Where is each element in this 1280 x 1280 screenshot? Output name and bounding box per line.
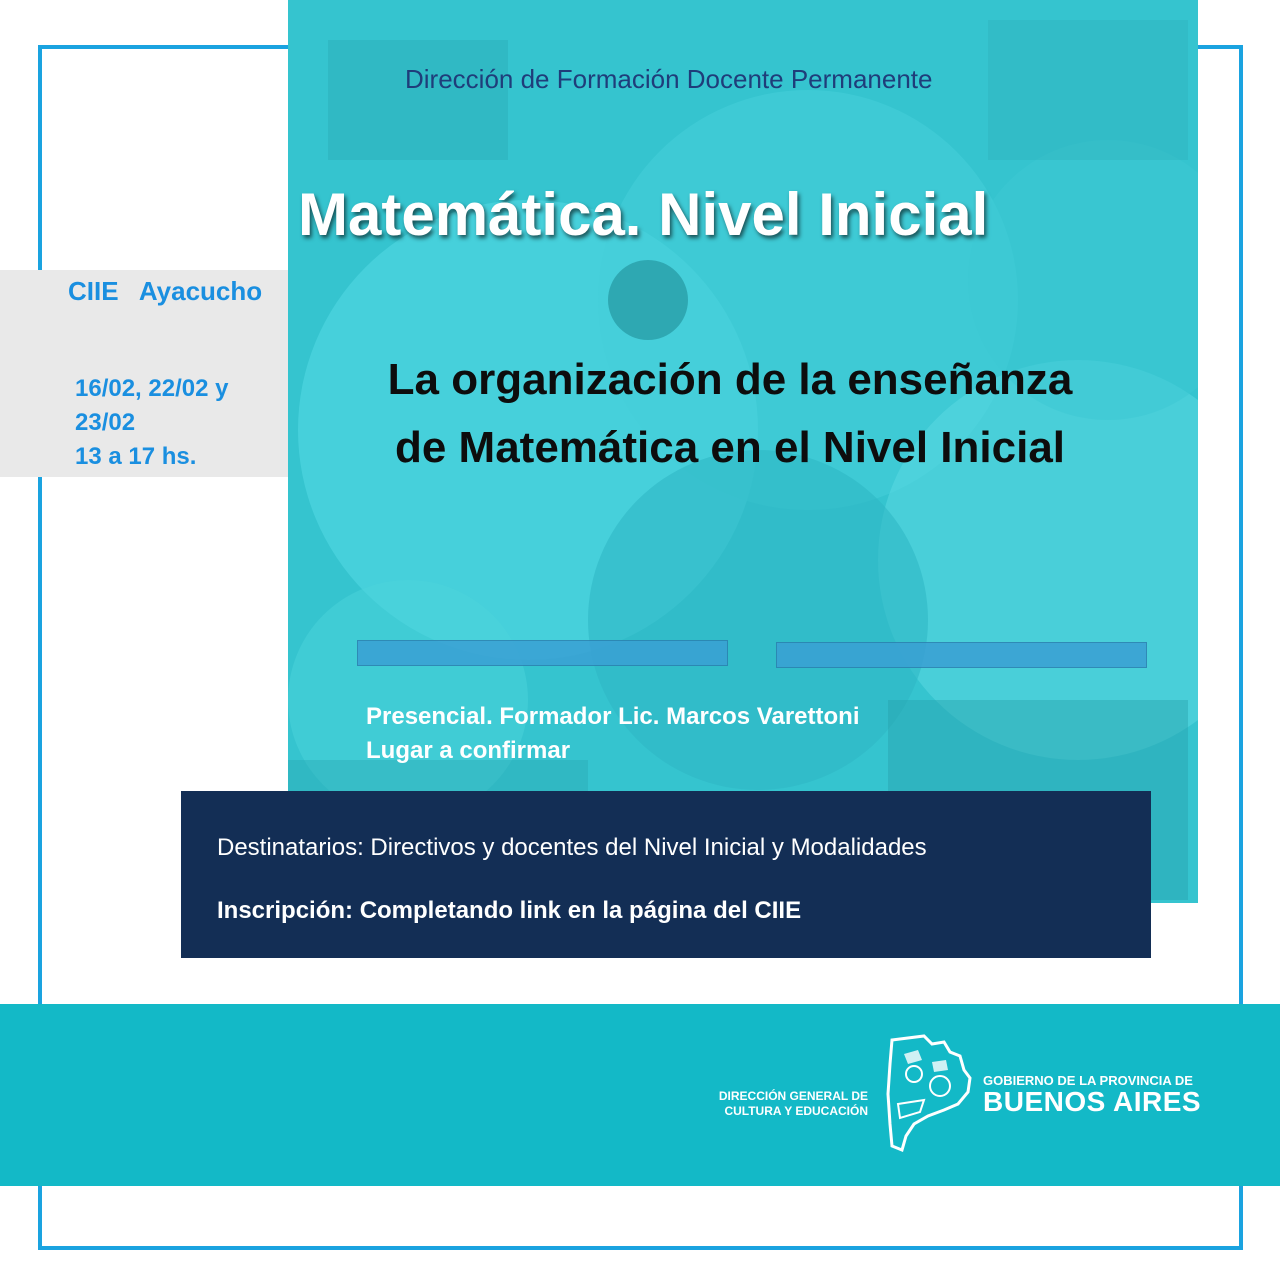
decorative-bar-right (776, 642, 1147, 668)
government-subtitle: GOBIERNO DE LA PROVINCIA DE (983, 1073, 1193, 1088)
province-map-icon (884, 1034, 974, 1152)
audience-text: Destinatarios: Directivos y docentes del Nivel Inicial y Modalidades (217, 834, 927, 861)
hours-line: 13 a 17 hs. (75, 443, 197, 470)
ciie-label: CIIE (68, 276, 119, 306)
location-label (68, 276, 262, 307)
modality-line: Presencial. Formador Lic. Marcos Varettoni (366, 703, 860, 730)
schedule-block (75, 372, 275, 474)
government-title: BUENOS AIRES (983, 1086, 1202, 1117)
course-title (330, 346, 1130, 482)
dgce-line-1: DIRECCIÓN GENERAL DE (718, 1089, 868, 1103)
organization-header: Dirección de Formación Docente Permanente (405, 64, 933, 94)
course-details (366, 700, 860, 768)
dgce-logo-text (700, 1089, 868, 1119)
decorative-bar-left (357, 640, 728, 666)
dates-line-1: 16/02, 22/02 y (75, 375, 229, 402)
signup-text: Inscripción: Completando link en la página del CIIE (217, 897, 802, 924)
main-title: Matemática. Nivel Inicial (298, 181, 989, 248)
course-title-line-2: de Matemática en el Nivel Inicial (394, 423, 1066, 472)
registration-panel (181, 791, 1151, 958)
place-line: Lugar a confirmar (366, 737, 571, 764)
course-title-line-1: La organización de la enseñanza (387, 355, 1073, 404)
city-label: Ayacucho (138, 276, 263, 306)
dates-line-2: 23/02 (75, 409, 136, 436)
dgce-line-2: CULTURA Y EDUCACIÓN (724, 1104, 868, 1118)
